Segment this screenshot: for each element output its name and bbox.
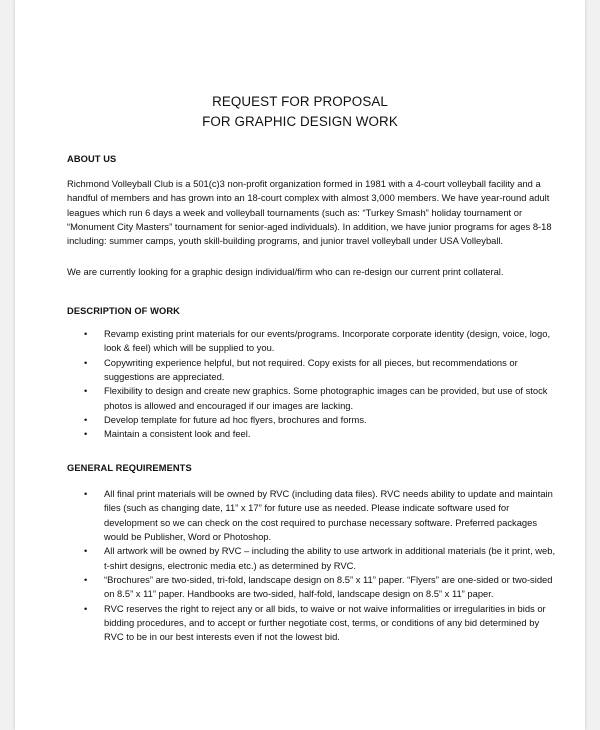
title-line-2: FOR GRAPHIC DESIGN WORK bbox=[202, 113, 398, 129]
bullet-icon: • bbox=[84, 385, 88, 397]
about-heading: ABOUT US bbox=[67, 154, 117, 164]
description-heading: DESCRIPTION OF WORK bbox=[67, 306, 180, 316]
title-line-1: REQUEST FOR PROPOSAL bbox=[212, 94, 388, 109]
list-item: • All final print materials will be owned by RVC (including data files). RVC needs ability to update and maintain files (such as changing date, 11” x 17” for future use as needed. Please indicate software used for development so we can check on the cost required to purchase necessary software. Preferred packages would be Publisher, Word or Photoshop. bbox=[84, 488, 553, 543]
bullet-icon: • bbox=[84, 328, 88, 339]
list-item: • RVC reserves the right to reject any or all bids, to waive or not waive informalities or irregularities in bids or bidding procedures, and to accept or further negotiate cost, terms, or conditions of any bid determined by RVC to be in our best interests even if not the lowest bid. bbox=[84, 602, 546, 643]
list-item: • Copywriting experience helpful, but not required. Copy exists for all pieces, but recommendations or suggestions are appreciated. bbox=[84, 356, 518, 383]
list-item: • “Brochures” are two-sided, tri-fold, landscape design on 8.5” x 11” paper. “Flyers” are one-sided or two-sided on 8.5” x 11” paper. Handbooks are two-sided, half-fold, landscape design on 8.5” x 11” paper. bbox=[84, 574, 553, 600]
document-page bbox=[15, 0, 585, 730]
bullet-icon: • bbox=[84, 602, 88, 614]
list-item: • Revamp existing print materials for our events/programs. Incorporate corporate identity (design, voice, logo, look & feel) which will be supplied to you. bbox=[84, 328, 551, 354]
bullet-icon: • bbox=[84, 356, 88, 368]
list-item: • Maintain a consistent look and feel. bbox=[67, 427, 557, 441]
bullet-icon: • bbox=[84, 545, 88, 557]
description-list bbox=[67, 327, 557, 442]
list-item: • Flexibility to design and create new graphics. Some photographic images can be provided, but use of stock photos is allowed and encouraged if our images are lacking. bbox=[84, 385, 548, 411]
general-requirements-heading: GENERAL REQUIREMENTS bbox=[67, 463, 192, 473]
about-paragraph: Richmond Volleyball Club is a 501(c)3 non-profit organization formed in 1981 with a 4-court volleyball facility and a handful of members and has grown into an 18-court complex with almost 3,000 members. We have year-round adult leagues which run 6 days a week and volleyball tournaments (such as: “Turkey Smash” holiday tournament or “Monument City Masters” tournament for senior-aged individuals). In addition, we have junior programs for ages 8-18 including: summer camps, youth skill-building programs, and junior travel volleyball under USA Volleyball. bbox=[67, 178, 552, 247]
list-item: • Develop template for future ad hoc flyers, brochures and forms. bbox=[67, 413, 557, 427]
bullet-icon: • bbox=[84, 488, 88, 499]
bullet-icon: • bbox=[84, 574, 88, 586]
document-title bbox=[15, 92, 585, 131]
bullet-icon: • bbox=[84, 428, 88, 440]
intent-paragraph: We are currently looking for a graphic design individual/firm who can re-design our current print collateral. bbox=[67, 266, 504, 277]
bullet-icon: • bbox=[84, 414, 88, 426]
list-item: • All artwork will be owned by RVC – including the ability to use artwork in additional materials (be it print, web, t-shirt designs, electronic media etc.) as determined by RVC. bbox=[84, 545, 556, 571]
general-requirements-list bbox=[67, 487, 557, 645]
